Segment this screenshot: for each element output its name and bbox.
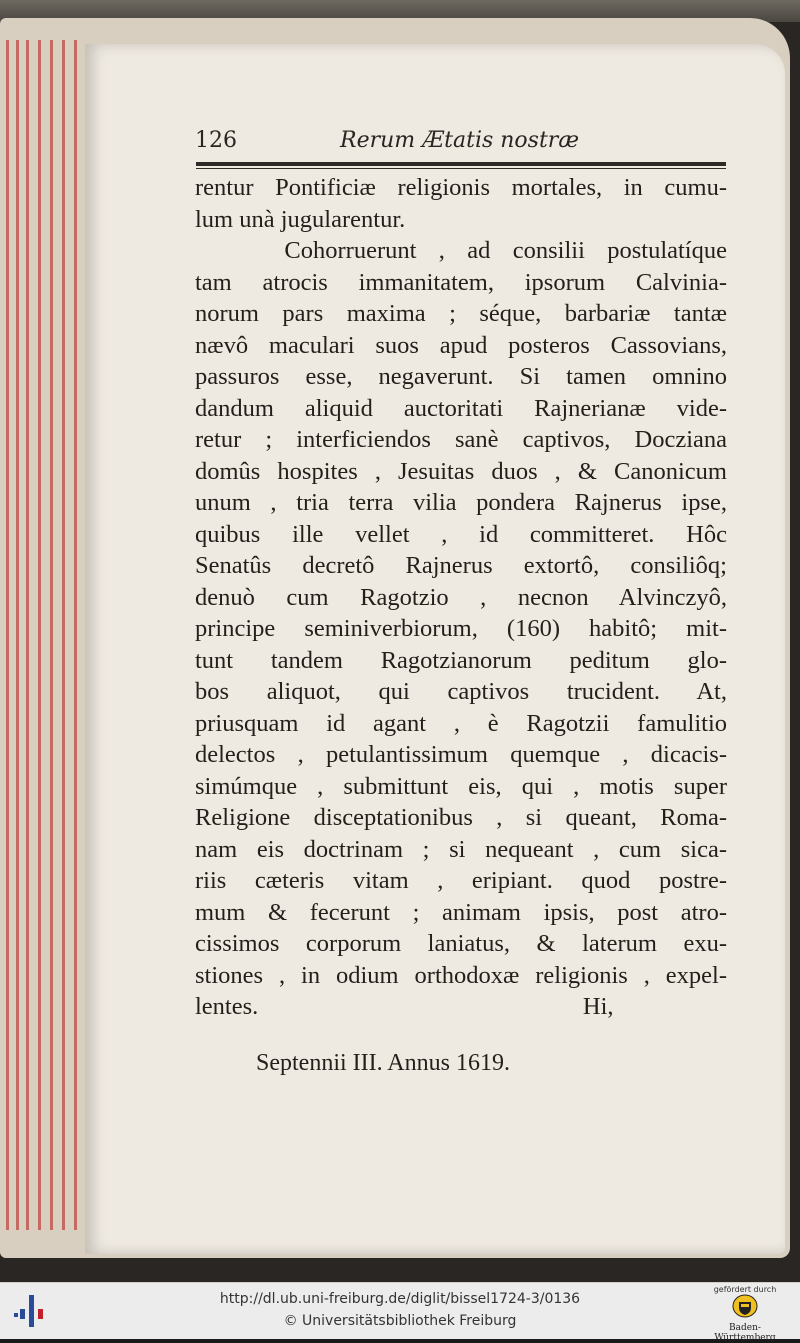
- catchline: Septennii III. Annus 1619.: [256, 1050, 510, 1076]
- text-line: tam atrocis immanitatem, ipsorum Calvinia-: [195, 268, 727, 296]
- header-rule-thin: [196, 168, 726, 169]
- text-line: Cohorruerunt , ad consilii postulatíque: [195, 237, 727, 264]
- viewer-footer: [0, 1282, 800, 1343]
- text-line: Senatûs decretô Rajnerus extortô, consiliôq;: [195, 552, 727, 579]
- text-line: Religione disceptationibus , si queant, Roma-: [195, 804, 727, 831]
- page-body: [195, 172, 727, 1023]
- text-line: rentur Pontificiæ religionis mortales, in cumu-: [195, 174, 727, 201]
- text-line: delectos , petulantissimum quemque , dicacis-: [195, 741, 727, 768]
- text-line: nam eis doctrinam ; si nequeant , cum sica-: [195, 835, 727, 863]
- text-line: principe seminiverbiorum, (160) habitô; mit-: [195, 615, 727, 642]
- page-edge: [26, 40, 29, 1230]
- text-line: passuros esse, negaverunt. Si tamen omnino: [195, 363, 727, 390]
- text-line: bos aliquot, qui captivos trucident. At,: [195, 678, 727, 705]
- text-line: nævô maculari suos apud posteros Cassovians,: [195, 331, 727, 359]
- text-line: unum , tria terra vilia pondera Rajnerus ipse,: [195, 489, 727, 516]
- text-line: norum pars maxima ; séque, barbariæ tantæ: [195, 300, 727, 327]
- text-line: tunt tandem Ragotzianorum peditum glo-: [195, 646, 727, 674]
- text-line: denuò cum Ragotzio , necnon Alvinczyô,: [195, 583, 727, 611]
- copyright-notice: © Universitätsbibliothek Freiburg: [283, 1313, 517, 1329]
- page-edge: [74, 40, 77, 1230]
- header-rule: [196, 162, 726, 166]
- text-line: mum & fecerunt ; animam ipsis, post atro-: [195, 898, 727, 926]
- baden-wuerttemberg-crest-icon: [731, 1294, 759, 1318]
- text-line: simúmque , submittunt eis, qui , motis super: [195, 772, 727, 800]
- page-edge: [16, 40, 19, 1230]
- text-line: lentes. Hi,: [195, 993, 614, 1020]
- text-line: stiones , in odium orthodoxæ religionis , expel-: [195, 961, 727, 989]
- text-line: dandum aliquid auctoritati Rajnerianæ vide-: [195, 394, 727, 422]
- text-line: riis cæteris vitam , eripiant. quod postre-: [195, 867, 727, 894]
- page-edge: [6, 40, 9, 1230]
- page-edge: [38, 40, 41, 1230]
- sponsor-name: Baden-Württemberg: [714, 1323, 776, 1343]
- sponsor-caption: gefördert durch: [713, 1285, 777, 1294]
- text-line: domûs hospites , Jesuitas duos , & Canonicum: [195, 457, 727, 485]
- text-line: lum unà jugularentur.: [195, 205, 406, 233]
- text-line: retur ; interficiendos sanè captivos, Docziana: [195, 426, 727, 453]
- text-line: quibus ille vellet , id committeret. Hôc: [195, 520, 727, 548]
- page-edge: [50, 40, 53, 1230]
- permalink-url[interactable]: http://dl.ub.uni-freiburg.de/diglit/bissel1724-3/0136: [219, 1291, 581, 1307]
- page-edge: [62, 40, 65, 1230]
- page-number: 126: [195, 128, 237, 153]
- text-line: cissimos corporum laniatus, & laterum exu-: [195, 930, 727, 957]
- running-head: Rerum Ætatis nostræ: [340, 128, 580, 153]
- sponsor-badge[interactable]: [700, 1285, 790, 1343]
- text-line: priusquam id agant , è Ragotzii famulitio: [195, 709, 727, 737]
